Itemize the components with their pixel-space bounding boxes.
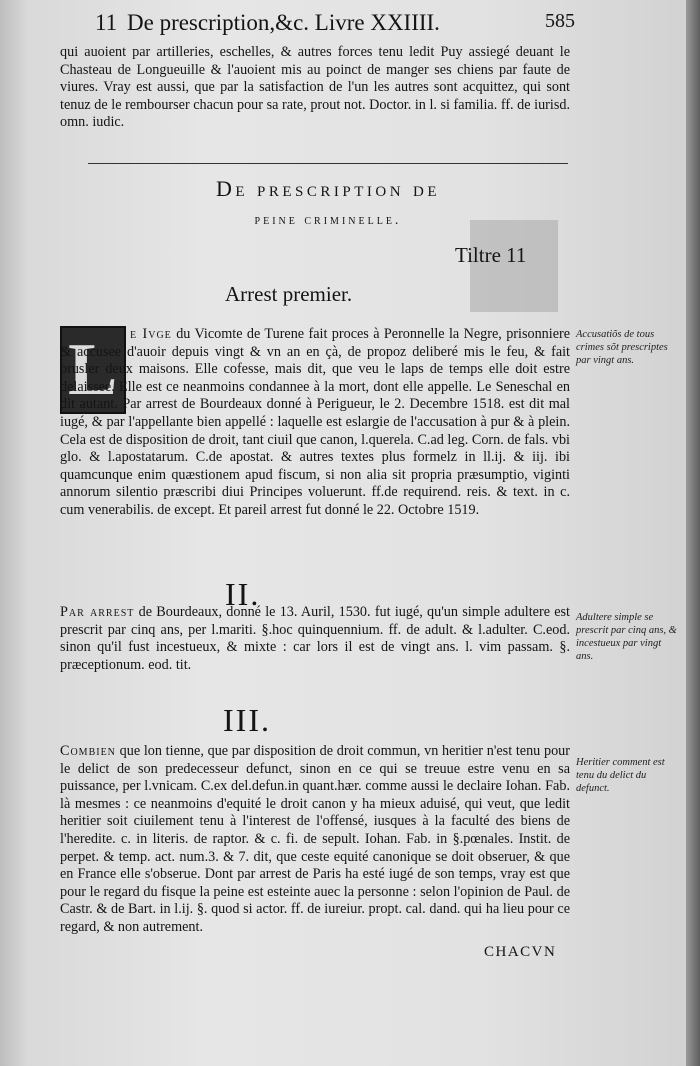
page-number-left: 11 — [95, 10, 118, 35]
show-through-text — [300, 230, 303, 246]
arrest-2-lead: Par arrest — [60, 604, 135, 620]
arrest-3-numeral: III. — [223, 702, 271, 738]
arrest-1-lead: e Ivge — [130, 326, 172, 342]
margin-note-1: Accusatiõs de tous crimes sõt prescriptes par vingt ans. — [576, 329, 668, 366]
section-subtitle: peine criminelle. — [254, 213, 402, 228]
arrest-3-text: que lon tienne, que par disposition de droit commun, vn heritier n'est tenu pour le delict de son predecesseur defunct, sinon en ce qui se treuue estre venu en sa puissance, per l.vnicam. C.ex del.defun.in quant.hær. comme aussi le declaire Iohan. Fab. là mesmes : ce neanmoins d'equité le droit canon y ha mieux aduisé, qui veut, que ledit heritier soit ciuilement tenu à l'interest de l'offensé, iusques à la faculté des biens de l'heredite. c. in literis. de raptor. & c. fi. de sepult. Iohan. Fab. in §.pœnales. Instit. de perpet. & temp. act. num.3. & 7. dit, que ceste equité canonique se doit obseruer, & que en France elle s'obserue. Dont par arrest de Paris ha esté iugé de son temps, vray est que pour le regard du fisque la peine est esteinte auec la personne : selon l'opinion de Paul. de Castr. & de Bart. in l.ij. §. quod si actor. ff. de iureiur. propt. cal. dand. qui ha lieu pour ce regard, & non autrement. — [60, 743, 570, 935]
dropcap-space — [60, 328, 130, 338]
section-rule — [88, 163, 568, 164]
margin-note-3: Heritier comment est tenu du delict du defunct. — [576, 757, 665, 794]
arrest-1-paragraph — [60, 326, 570, 520]
catchword: CHACVN — [484, 944, 557, 960]
arrest-2-paragraph — [60, 604, 570, 674]
arrest-3-lead: Combien — [60, 743, 116, 759]
arrest-3-paragraph — [60, 743, 570, 937]
continuation-paragraph — [60, 44, 570, 132]
continuation-text: qui auoient par artilleries, eschelles, & autres forces tenu ledit Puy assiegé deuant le Chasteau de Longueuille & l'auoient mis au poinct de manger ses chiens par faute de viures. Vray est aussi, que par la satisfaction de l'un les autres sont acquittez, qui sont tenuz de le rembourser chacun pour sa rate, prout not. Doctor. in l. si familia. ff. de iurisd. omn. iudic. — [60, 44, 570, 131]
tiltre-label: Tiltre 11 — [455, 243, 527, 267]
margin-note-2: Adultere simple se prescrit par cinq ans, & incestueux par vingt ans. — [576, 612, 677, 662]
arrest-premier-heading: Arrest premier. — [225, 282, 353, 306]
section-title: De prescription de — [215, 176, 441, 201]
running-title: De prescription,&c. Livre XXIIII. — [127, 10, 440, 35]
page-number-right: 585 — [545, 10, 575, 32]
arrest-2-numeral: II. — [225, 576, 261, 612]
drop-cap-letter: L — [68, 329, 118, 411]
arrest-1-text: du Vicomte de Turene fait proces à Peronnelle la Negre, prisonniere & accusee d'auoir depuis vingt & vn an en çà, de propoz deliberé mis le feu, & fait brusler deux maisons. Elle cofesse, mais dit, que veu le laps de temps elle doit estre delaissee. Elle est ce neanmoins condannee à la mort, dont elle appelle. Le Seneschal en dit autant. Par arrest de Bourdeaux donné à Perigueur, le 2. Decembre 1518. est dit mal iugé, & par l'appellante bien appellé : laquelle est eslargie de l'accusation à pur & à plein. Cela est de disposition de droit, tant ciuil que canon, l.querela. C.ad leg. Corn. de fals. vbi glo. & l.apostatarum. C.de apostat. & autres textes plus formelz in ll.ij. & iij. ibi quamcunque enim quæstionem apud fiscum, si non alia sit propria præsumptio, viginti annorum silentio præscribi diui Principes voluerunt. ff.de requirend. reis. & text. in c. cum venerabilis. de except. Et pareil arrest fut donné le 22. Octobre 1519. — [60, 326, 571, 518]
page-edge-shadow — [686, 0, 700, 1066]
arrest-2-text: de Bourdeaux, donné le 13. Auril, 1530. fut iugé, qu'un simple adultere est prescrit par cinq ans, per l.mariti. §.hoc quinquennium. ff. de adult. & l.adulter. C.eod. sinon qu'il fust incestueux, & mixte : car lors il est de vingt ans. l. vim passam. §. præceptionum. eod. tit. — [60, 604, 570, 673]
